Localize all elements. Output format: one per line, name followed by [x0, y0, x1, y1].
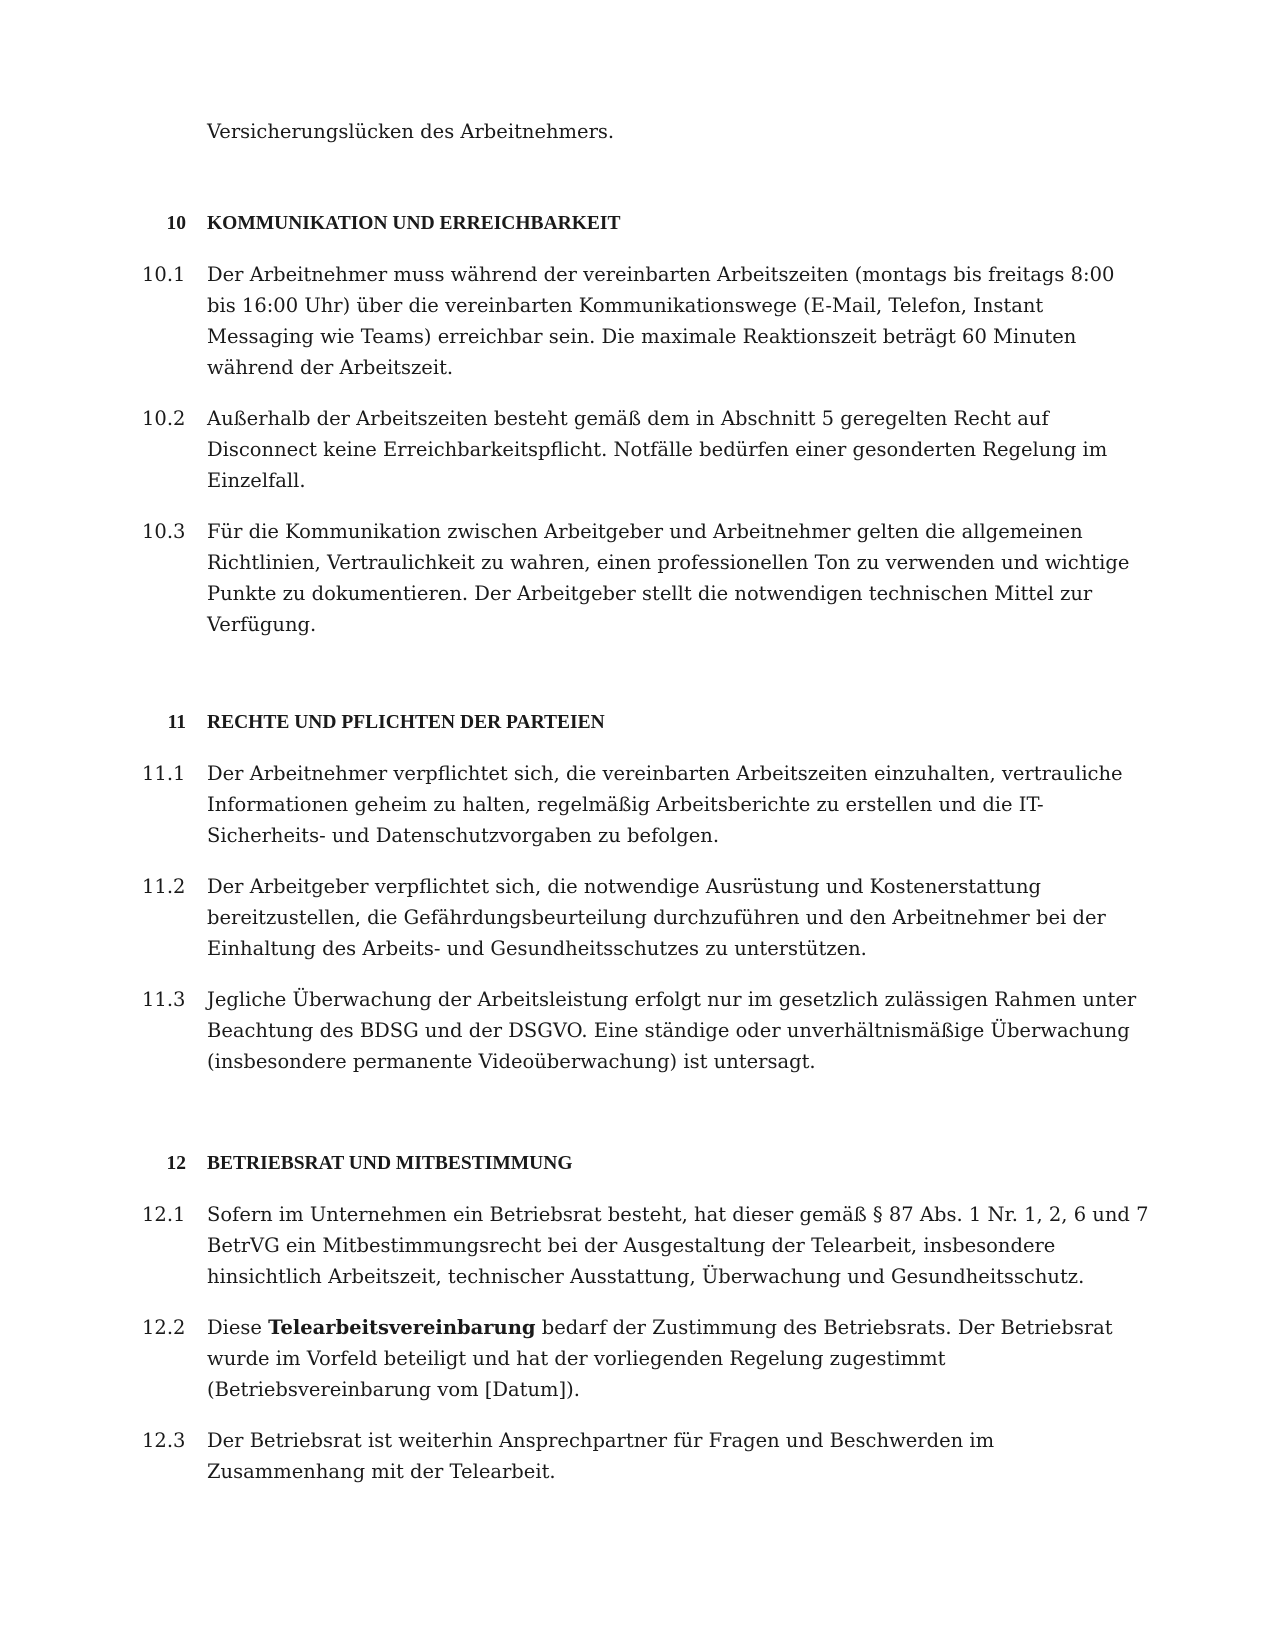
text-line: Außerhalb der Arbeitszeiten besteht gemäß dem in Abschnitt 5 geregelten Recht auf — [207, 407, 1049, 430]
paragraph-number: 11.1 — [142, 762, 186, 785]
text-line — [207, 1312, 1127, 1343]
paragraph-12-1 — [0, 1199, 1275, 1292]
emphasized-term: Telearbeitsvereinbarung — [268, 1316, 536, 1339]
paragraph-number: 10.1 — [142, 263, 186, 286]
paragraph-text — [207, 984, 1137, 1077]
text-line: Verfügung. — [207, 613, 317, 636]
text-line: wurde im Vorfeld beteiligt und hat der vorliegenden Regelung zugestimmt — [207, 1347, 946, 1370]
section-title: KOMMUNIKATION UND ERREICHBARKEIT — [207, 213, 621, 234]
text-line: Punkte zu dokumentieren. Der Arbeitgeber stellt die notwendigen technischen Mittel zur — [207, 582, 1093, 605]
paragraph-text — [207, 259, 1127, 383]
paragraph-text — [207, 1312, 1127, 1405]
text-line: bis 16:00 Uhr) über die vereinbarten Kommunikationswege (E-Mail, Telefon, Instant — [207, 294, 1044, 317]
paragraph-11-3 — [0, 984, 1275, 1077]
text-line: Für die Kommunikation zwischen Arbeitgeber und Arbeitnehmer gelten die allgemeinen — [207, 520, 1083, 543]
paragraph-text — [207, 758, 1127, 851]
paragraph-11-1 — [0, 758, 1275, 851]
paragraph-number: 12.2 — [142, 1316, 186, 1339]
paragraph-12-3 — [0, 1425, 1275, 1487]
text-line: Richtlinien, Vertraulichkeit zu wahren, einen professionellen Ton zu verwenden und wichtige — [207, 551, 1130, 574]
paragraph-text — [207, 871, 1127, 964]
section-title: BETRIEBSRAT UND MITBESTIMMUNG — [207, 1153, 573, 1174]
paragraph-number: 10.3 — [142, 520, 186, 543]
continuation-text: Versicherungslücken des Arbeitnehmers. — [207, 120, 615, 143]
paragraph-10-1 — [0, 259, 1275, 383]
text-line: BetrVG ein Mitbestimmungsrecht bei der Ausgestaltung der Telearbeit, insbesondere — [207, 1234, 1056, 1257]
paragraph-number: 12.3 — [142, 1429, 186, 1452]
section-heading — [0, 707, 1275, 738]
section-number: 12 — [166, 1153, 186, 1174]
text-line: Einzelfall. — [207, 469, 306, 492]
paragraph-text — [207, 1199, 1149, 1292]
paragraph-10-3 — [0, 516, 1275, 640]
text-line: (insbesondere permanente Videoüberwachung) ist untersagt. — [207, 1050, 816, 1073]
section-heading — [0, 208, 1275, 239]
section-number: 11 — [167, 712, 186, 733]
paragraph-number: 10.2 — [142, 407, 186, 430]
text-line: Der Betriebsrat ist weiterhin Ansprechpartner für Fragen und Beschwerden im — [207, 1429, 995, 1452]
section-11 — [0, 707, 1275, 1077]
text-line: Jegliche Überwachung der Arbeitsleistung erfolgt nur im gesetzlich zulässigen Rahmen unter — [207, 988, 1137, 1011]
paragraph-text — [207, 1425, 1127, 1487]
paragraph-number: 11.2 — [142, 875, 186, 898]
paragraph-11-2 — [0, 871, 1275, 964]
text-line: Der Arbeitnehmer verpflichtet sich, die vereinbarten Arbeitszeiten einzuhalten, vertrauliche — [207, 762, 1123, 785]
section-number: 10 — [166, 213, 186, 234]
text-segment: Diese — [207, 1316, 269, 1339]
text-line: während der Arbeitszeit. — [207, 356, 454, 379]
text-line: bereitzustellen, die Gefährdungsbeurteilung durchzuführen und den Arbeitnehmer bei der — [207, 906, 1106, 929]
section-title: RECHTE UND PFLICHTEN DER PARTEIEN — [207, 712, 605, 733]
paragraph-number: 11.3 — [142, 988, 186, 1011]
text-line: Informationen geheim zu halten, regelmäßig Arbeitsberichte zu erstellen und die IT- — [207, 793, 1044, 816]
text-segment: bedarf der Zustimmung des Betriebsrats. Der Betriebsrat — [535, 1316, 1113, 1339]
text-line: hinsichtlich Arbeitszeit, technischer Ausstattung, Überwachung und Gesundheitsschutz. — [207, 1265, 1085, 1288]
text-line: Sofern im Unternehmen ein Betriebsrat besteht, hat dieser gemäß § 87 Abs. 1 Nr. 1, 2, 6 und 7 — [207, 1203, 1149, 1226]
section-10 — [0, 208, 1275, 640]
text-line: (Betriebsvereinbarung vom [Datum]). — [207, 1378, 580, 1401]
paragraph-text — [207, 403, 1127, 496]
text-line: Der Arbeitnehmer muss während der vereinbarten Arbeitszeiten (montags bis freitags 8:00 — [207, 263, 1115, 286]
text-line: Disconnect keine Erreichbarkeitspflicht. Notfälle bedürfen einer gesonderten Regelung im — [207, 438, 1108, 461]
text-line: Beachtung des BDSG und der DSGVO. Eine ständige oder unverhältnismäßige Überwachung — [207, 1019, 1130, 1042]
text-line: Zusammenhang mit der Telearbeit. — [207, 1460, 556, 1483]
section-12 — [0, 1148, 1275, 1487]
paragraph-12-2 — [0, 1312, 1275, 1405]
paragraph-10-2 — [0, 403, 1275, 496]
paragraph-text — [207, 516, 1130, 640]
text-line: Einhaltung des Arbeits- und Gesundheitsschutzes zu unterstützen. — [207, 937, 867, 960]
text-line: Sicherheits- und Datenschutzvorgaben zu befolgen. — [207, 824, 720, 847]
text-line: Der Arbeitgeber verpflichtet sich, die notwendige Ausrüstung und Kostenerstattung — [207, 875, 1041, 898]
section-heading — [0, 1148, 1275, 1179]
paragraph-number: 12.1 — [142, 1203, 186, 1226]
text-line: Messaging wie Teams) erreichbar sein. Die maximale Reaktionszeit beträgt 60 Minuten — [207, 325, 1077, 348]
